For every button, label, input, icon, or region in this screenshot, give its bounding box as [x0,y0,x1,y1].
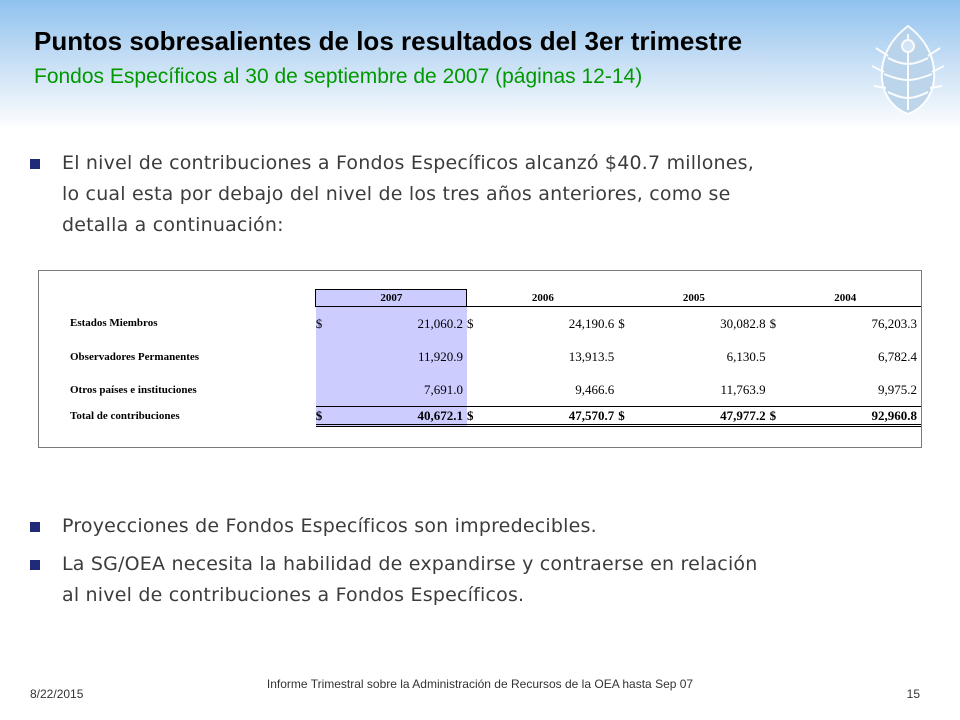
bullet-text-line: La SG/OEA necesita la habilidad de expandirse y contraerse en relación [62,553,758,575]
table-cell: 11,763.9 [720,381,766,397]
table-cell: 24,190.6 [568,315,615,331]
total-cell: 92,960.8 [781,407,921,426]
table-cell: 6,130.5 [726,348,766,364]
currency-symbol: $ [618,315,625,331]
bullet-square-icon [30,522,40,532]
bullet-projections [30,511,910,542]
currency-symbol: $ [770,407,782,426]
bullet-text-line: lo cual esta por debajo del nivel de los tres años anteriores, como se [62,183,731,205]
table-header-row [64,290,921,307]
bullet-text-line: al nivel de contribuciones a Fondos Específicos. [62,584,525,606]
slide-title: Puntos sobresalientes de los resultados del 3er trimestre [34,26,743,56]
currency-symbol: $ [769,315,777,331]
year-header: 2004 [770,290,921,307]
total-cell: 40,672.1 [327,407,467,426]
table-total-row [64,407,921,426]
currency-symbol: $ [316,407,328,426]
total-cell: 47,977.2 [630,407,770,426]
footer-date: 8/22/2015 [30,687,84,701]
bullet-square-icon [30,159,40,169]
year-header: 2005 [618,290,769,307]
bullet-text-line: detalla a continuación: [62,214,284,236]
table-cell: 9,975.2 [878,381,917,397]
footer-caption: Informe Trimestral sobre la Administración de Recursos de la OEA hasta Sep 07 [266,677,694,691]
currency-symbol: $ [316,307,328,341]
table-cell: 13,913.5 [568,348,615,364]
bullet-contributions [30,148,910,241]
year-header: 2006 [467,290,618,307]
bullet-square-icon [30,560,40,570]
table-cell: 30,082.8 [720,315,766,331]
row-label: Otros países e instituciones [70,383,197,396]
currency-symbol: $ [618,407,630,426]
page-number: 15 [906,687,920,701]
table-row [64,340,921,373]
total-label: Total de contribuciones [70,410,180,422]
table-cell: 7,691.0 [327,373,467,407]
table-cell: 9,466.6 [575,381,615,397]
table-cell: 76,203.3 [871,315,917,331]
bullet-text-line: El nivel de contribuciones a Fondos Específicos alcanzó $40.7 millones, [62,152,755,174]
table-row [64,307,921,341]
contributions-table [64,289,921,427]
row-label: Observadores Permanentes [70,350,200,363]
total-cell: 47,570.7 [479,407,619,426]
contributions-table-frame [38,270,922,448]
bullet-flexibility [30,549,910,611]
row-label: Estados Miembros [70,317,158,330]
bullet-text-line: Proyecciones de Fondos Específicos son impredecibles. [62,515,597,537]
table-cell: 21,060.2 [327,307,467,341]
table-cell: 11,920.9 [327,340,467,373]
slide-subtitle: Fondos Específicos al 30 de septiembre de 2007 (páginas 12-14) [34,65,643,88]
currency-symbol: $ [466,315,474,331]
currency-symbol: $ [467,407,479,426]
year-header: 2007 [316,290,467,307]
table-row [64,373,921,407]
table-cell: 6,782.4 [878,348,917,364]
oas-seal-logo-icon [862,18,954,120]
